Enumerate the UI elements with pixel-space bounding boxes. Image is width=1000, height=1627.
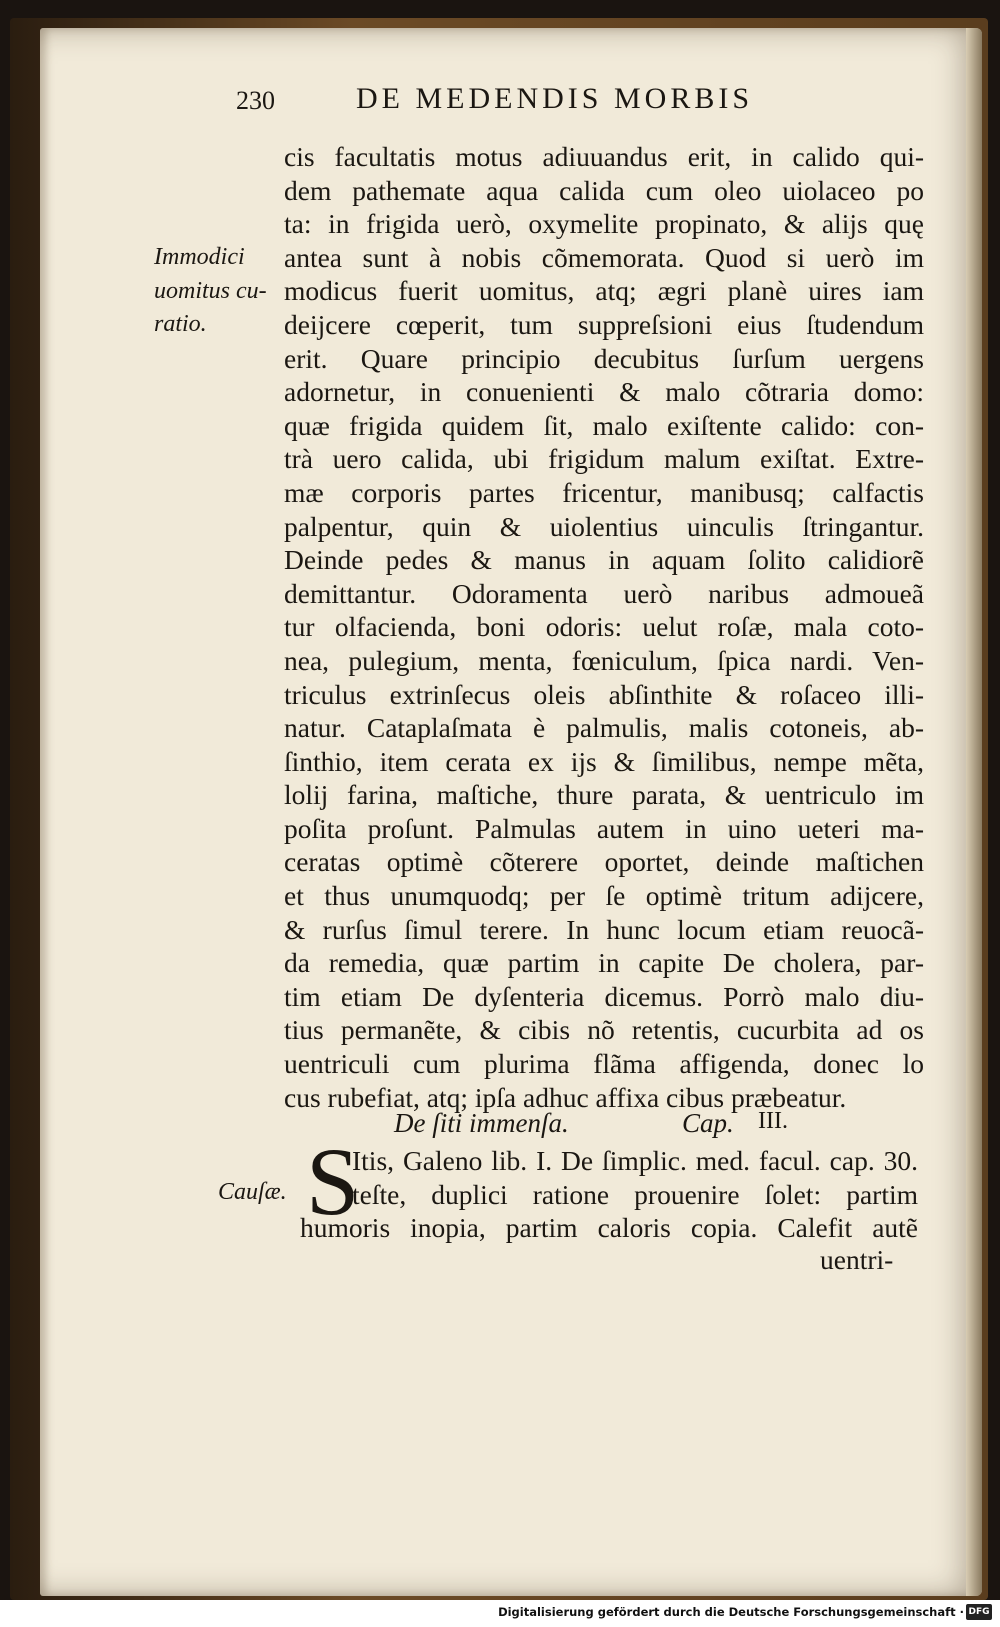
text-line: & rurſus ſimul terere. In hunc locum etiam reuocã- bbox=[284, 913, 924, 945]
text-line: Itis, Galeno lib. I. De ſimplic. med. facul. cap. 30. bbox=[352, 1145, 918, 1176]
text-line: uentriculi cum plurima flãma affigenda, donec lo bbox=[284, 1048, 924, 1080]
text-line: nea, pulegium, menta, fœniculum, ſpica nardi. Ven- bbox=[284, 644, 924, 676]
page-number: 230 bbox=[236, 86, 275, 115]
catchword: uentri- bbox=[820, 1244, 894, 1275]
text-line: adornetur, in conuenienti & malo cõtraria domo: bbox=[284, 376, 924, 408]
text-line: cus rubefiat, atq; ipſa adhuc affixa cibus præbeatur. bbox=[284, 1081, 847, 1113]
chapter-text bbox=[300, 1144, 918, 1245]
text-line: mæ corporis partes fricentur, manibusq; calfactis bbox=[284, 476, 924, 508]
text-line: erit. Quare principio decubitus ſurſum uergens bbox=[284, 342, 924, 374]
margin-note-immodici bbox=[154, 241, 284, 342]
chapter-cap-label: Cap. bbox=[682, 1108, 734, 1138]
text-line: lolij farina, maſtiche, thure parata, & uentriculo im bbox=[284, 779, 924, 811]
text-line: modicus fuerit uomitus, atq; ægri planè uires iam bbox=[284, 275, 924, 307]
text-line: palpentur, quin & uiolentius uinculis ſtringantur. bbox=[284, 510, 924, 542]
running-head bbox=[236, 82, 836, 118]
chapter-heading bbox=[380, 1108, 840, 1142]
text-line: natur. Cataplaſmata è palmulis, malis cotoneis, ab- bbox=[284, 712, 924, 744]
drop-cap-initial: S bbox=[306, 1128, 360, 1235]
margin-note-line: Immodici bbox=[154, 244, 245, 270]
text-line: triculus extrinſecus oleis abſinthite & roſaceo illi- bbox=[284, 678, 924, 710]
margin-note-causae: Cauſæ. bbox=[218, 1179, 287, 1205]
text-line: tur olfacienda, boni odoris: uelut roſæ, mala coto- bbox=[284, 611, 924, 643]
text-line: dem pathemate aqua calida cum oleo uiolaceo po bbox=[284, 174, 924, 206]
text-line: tius permanẽte, & cibis nõ retentis, cucurbita ad os bbox=[284, 1014, 924, 1046]
text-line: humoris inopia, partim caloris copia. Calefit autẽ bbox=[300, 1212, 918, 1244]
running-title: DE MEDENDIS MORBIS bbox=[356, 82, 754, 115]
chapter-number: III. bbox=[758, 1108, 788, 1134]
text-line: Deinde pedes & manus in aquam ſolito calidiorẽ bbox=[284, 544, 924, 576]
text-line: demittantur. Odoramenta uerò naribus admoueã bbox=[284, 577, 924, 609]
margin-note-line: ratio. bbox=[154, 311, 207, 338]
text-line: trà uero calida, ubi frigidum malum exiſtat. Extre- bbox=[284, 443, 924, 475]
text-line: antea sunt à nobis cõmemorata. Quod si uerò im bbox=[284, 241, 924, 273]
text-line: tim etiam De dyſenteria dicemus. Porrò malo diu- bbox=[284, 980, 924, 1012]
text-line: deijcere cœperit, tum suppreſsioni eius ſtudendum bbox=[284, 308, 924, 340]
footer-credit: Digitalisierung gefördert durch die Deutsche Forschungsgemeinschaft · bbox=[498, 1605, 964, 1619]
text-line: teſte, duplici ratione prouenire ſolet: partim bbox=[352, 1178, 918, 1210]
chapter-title: De ſiti immenſa. bbox=[394, 1108, 569, 1138]
text-line: ta: in frigida uerò, oxymelite propinato, & alijs quę bbox=[284, 208, 924, 240]
text-line: ceratas optimè cõterere oportet, deinde maſtichen bbox=[284, 846, 924, 878]
digitization-footer bbox=[0, 1600, 1000, 1627]
text-line: et thus unumquodq; per ſe optimè tritum adijcere, bbox=[284, 880, 924, 912]
text-line: cis facultatis motus adiuuandus erit, in calido qui- bbox=[284, 141, 924, 172]
body-text bbox=[284, 140, 924, 1114]
page-edge-shadow bbox=[966, 28, 982, 1596]
text-line: poſita proſunt. Palmulas autem in uino ueteri ma- bbox=[284, 812, 924, 844]
text-line: ſinthio, item cerata ex ijs & ſimilibus, nempe mẽta, bbox=[284, 745, 924, 777]
text-line: da remedia, quæ partim in capite De cholera, par- bbox=[284, 947, 924, 979]
dfg-logo-icon: DFG bbox=[966, 1604, 992, 1620]
text-line: quæ frigida quidem ſit, malo exiſtente calido: con- bbox=[284, 409, 924, 441]
margin-note-line: uomitus cu- bbox=[154, 277, 267, 304]
